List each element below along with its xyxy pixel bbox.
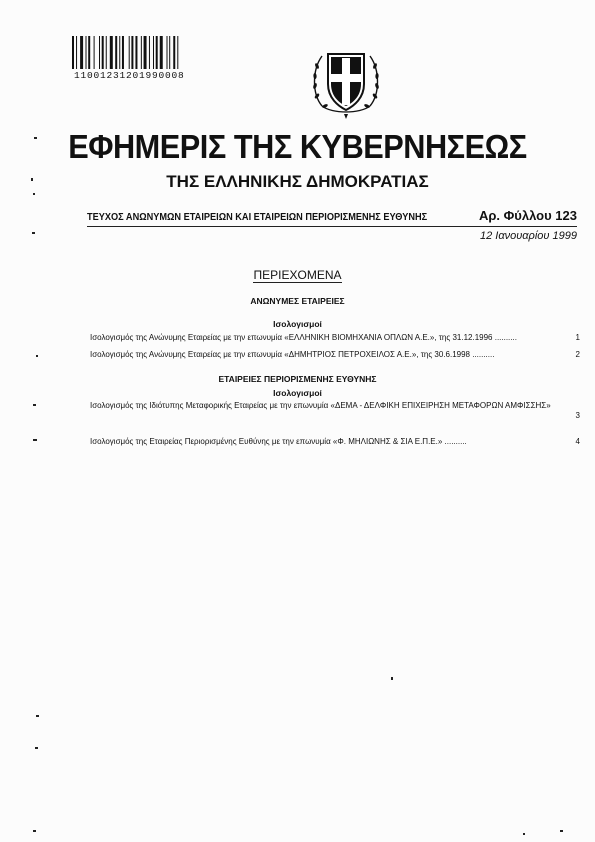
issue-date: 12 Ιανουαρίου 1999 [480, 230, 577, 242]
entry-text: Ισολογισμός της Ιδιότυπης Μεταφορικής Εταιρείας με την επωνυμία «ΔΕΜΑ - ΔΕΛΦΙΚΗ ΕΠΙΧΕΙΡΗΣΗ ΜΕΤΑΦΟΡΩΝ ΑΜΦΙΣΣΗΣ» [90, 401, 551, 410]
contents-entry: Ισολογισμός της Εταιρείας Περιορισμένης Ευθύνης με την επωνυμία «Φ. ΜΗΛΙΩΝΗΣ & ΣΙΑ Ε.Π.Ε.» .......... 4 [90, 437, 580, 446]
contents-entry: Ισολογισμός της Ανώνυμης Εταιρείας με την επωνυμία «ΕΛΛΗΝΙΚΗ ΒΙΟΜΗΧΑΝΙΑ ΟΠΛΩΝ Α.Ε.», της 31.12.1996 .......... 1 [90, 333, 580, 342]
contents-entry: Ισολογισμός της Ανώνυμης Εταιρείας με την επωνυμία «ΔΗΜΗΤΡΙΟΣ ΠΕΤΡΟΧΕΙΛΟΣ Α.Ε.», της 30.6.1998 .......... 2 [90, 350, 580, 359]
entry-text: Ισολογισμός της Ανώνυμης Εταιρείας με την επωνυμία «ΔΗΜΗΤΡΙΟΣ ΠΕΤΡΟΧΕΙΛΟΣ Α.Ε.», της 30.6.1998 [90, 350, 470, 359]
section-subheading: Ισολογισμοί [273, 388, 322, 398]
section-subheading: Ισολογισμοί [273, 319, 322, 329]
gazette-title: ΕΦΗΜΕΡΙΣ ΤΗΣ ΚΥΒΕΡΝΗΣΕΩΣ [68, 128, 527, 165]
entry-page: 4 [575, 437, 580, 446]
entry-page: 1 [575, 333, 580, 342]
section-heading: ΑΝΩΝΥΜΕΣ ΕΤΑΙΡΕΙΕΣ [250, 296, 345, 306]
section-heading: ΕΤΑΙΡΕΙΕΣ ΠΕΡΙΟΡΙΣΜΕΝΗΣ ΕΥΘΥΝΗΣ [218, 374, 377, 384]
entry-text: Ισολογισμός της Εταιρείας Περιορισμένης Ευθύνης με την επωνυμία «Φ. ΜΗΛΙΩΝΗΣ & ΣΙΑ Ε.Π.Ε.» [90, 437, 443, 446]
issue-series: ΤΕΥΧΟΣ ΑΝΩΝΥΜΩΝ ΕΤΑΙΡΕΙΩΝ ΚΑΙ ΕΤΑΙΡΕΙΩΝ ΠΕΡΙΟΡΙΣΜΕΝΗΣ ΕΥΘΥΝΗΣ [87, 212, 428, 223]
barcode-number: 11001231201990008 [74, 70, 185, 81]
entry-page: 3 [575, 411, 580, 420]
entry-page: 2 [575, 350, 580, 359]
sheet-number: Αρ. Φύλλου 123 [478, 208, 577, 223]
contents-title: ΠΕΡΙΕΧΟΜΕΝΑ [253, 268, 342, 282]
entry-text: Ισολογισμός της Ανώνυμης Εταιρείας με την επωνυμία «ΕΛΛΗΝΙΚΗ ΒΙΟΜΗΧΑΝΙΑ ΟΠΛΩΝ Α.Ε.», της 31.12.1996 [90, 333, 493, 342]
gazette-subtitle: ΤΗΣ ΕΛΛΗΝΙΚΗΣ ΔΗΜΟΚΡΑΤΙΑΣ [166, 172, 429, 191]
